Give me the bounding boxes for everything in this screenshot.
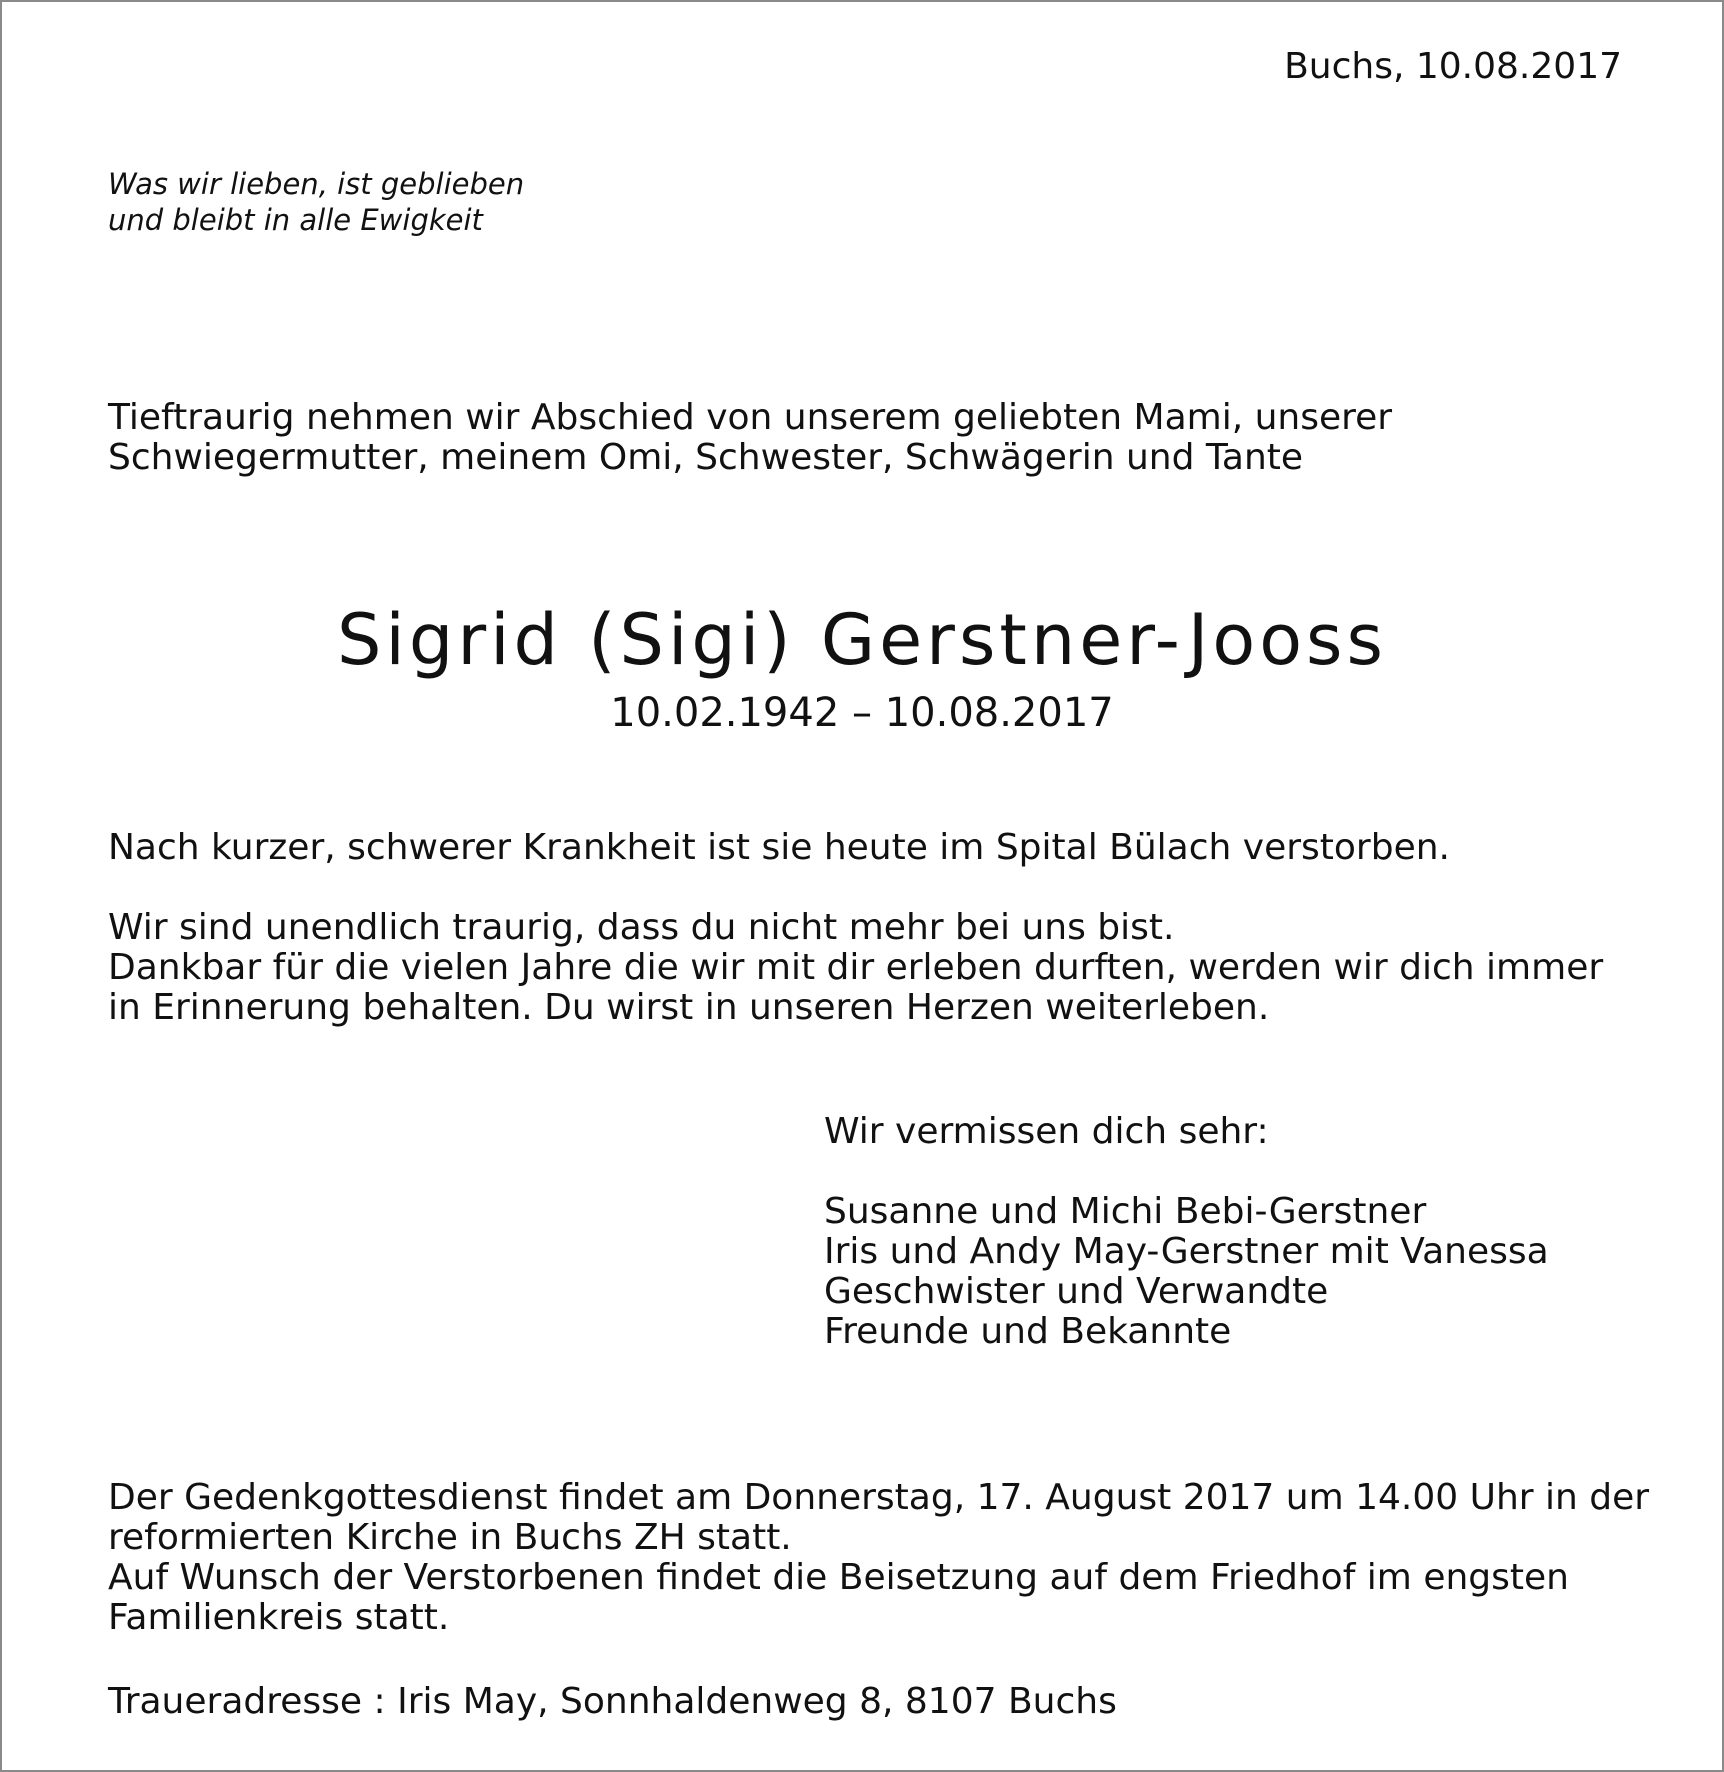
mourner-name: Freunde und Bekannte	[824, 1311, 1232, 1352]
service-line-1: Der Gedenkgottesdienst findet am Donnerstag, 17. August 2017 um 14.00 Uhr in der	[108, 1477, 1650, 1518]
motto-verse	[108, 166, 524, 238]
mourner-name: Geschwister und Verwandte	[824, 1271, 1329, 1312]
mourning-address: Traueradresse : Iris May, Sonnhaldenweg 8, 8107 Buchs	[108, 1681, 1117, 1722]
service-line-4: Familienkreis statt.	[108, 1597, 450, 1638]
farewell-paragraph	[108, 908, 1603, 1028]
deceased-name: Sigrid (Sigi) Gerstner-Jooss	[337, 599, 1387, 681]
mourner-name: Susanne und Michi Bebi-Gerstner	[824, 1191, 1427, 1232]
service-paragraph	[108, 1478, 1649, 1638]
farewell-line-1: Wir sind unendlich traurig, dass du nicht mehr bei uns bist.	[108, 907, 1175, 948]
motto-line-1: Was wir lieben, ist geblieben	[108, 167, 525, 201]
passing-statement: Nach kurzer, schwerer Krankheit ist sie heute im Spital Bülach verstorben.	[108, 827, 1450, 868]
farewell-line-3: in Erinnerung behalten. Du wirst in unseren Herzen weiterleben.	[108, 987, 1270, 1028]
farewell-line-2: Dankbar für die vielen Jahre die wir mit dir erleben durften, werden wir dich immer	[108, 947, 1604, 988]
intro-paragraph	[108, 398, 1392, 478]
service-line-2: reformierten Kirche in Buchs ZH statt.	[108, 1517, 792, 1558]
mourners-heading: Wir vermissen dich sehr:	[824, 1111, 1269, 1152]
life-dates: 10.02.1942 – 10.08.2017	[610, 690, 1114, 736]
intro-line-1: Tieftraurig nehmen wir Abschied von unserem geliebten Mami, unserer	[108, 397, 1393, 438]
service-line-3: Auf Wunsch der Verstorbenen findet die Beisetzung auf dem Friedhof im engsten	[108, 1557, 1569, 1598]
motto-line-2: und bleibt in alle Ewigkeit	[108, 203, 483, 237]
mourners-list	[824, 1192, 1549, 1352]
intro-line-2: Schwiegermutter, meinem Omi, Schwester, Schwägerin und Tante	[108, 437, 1304, 478]
mourner-name: Iris und Andy May-Gerstner mit Vanessa	[824, 1231, 1549, 1272]
place-date: Buchs, 10.08.2017	[1284, 46, 1622, 87]
